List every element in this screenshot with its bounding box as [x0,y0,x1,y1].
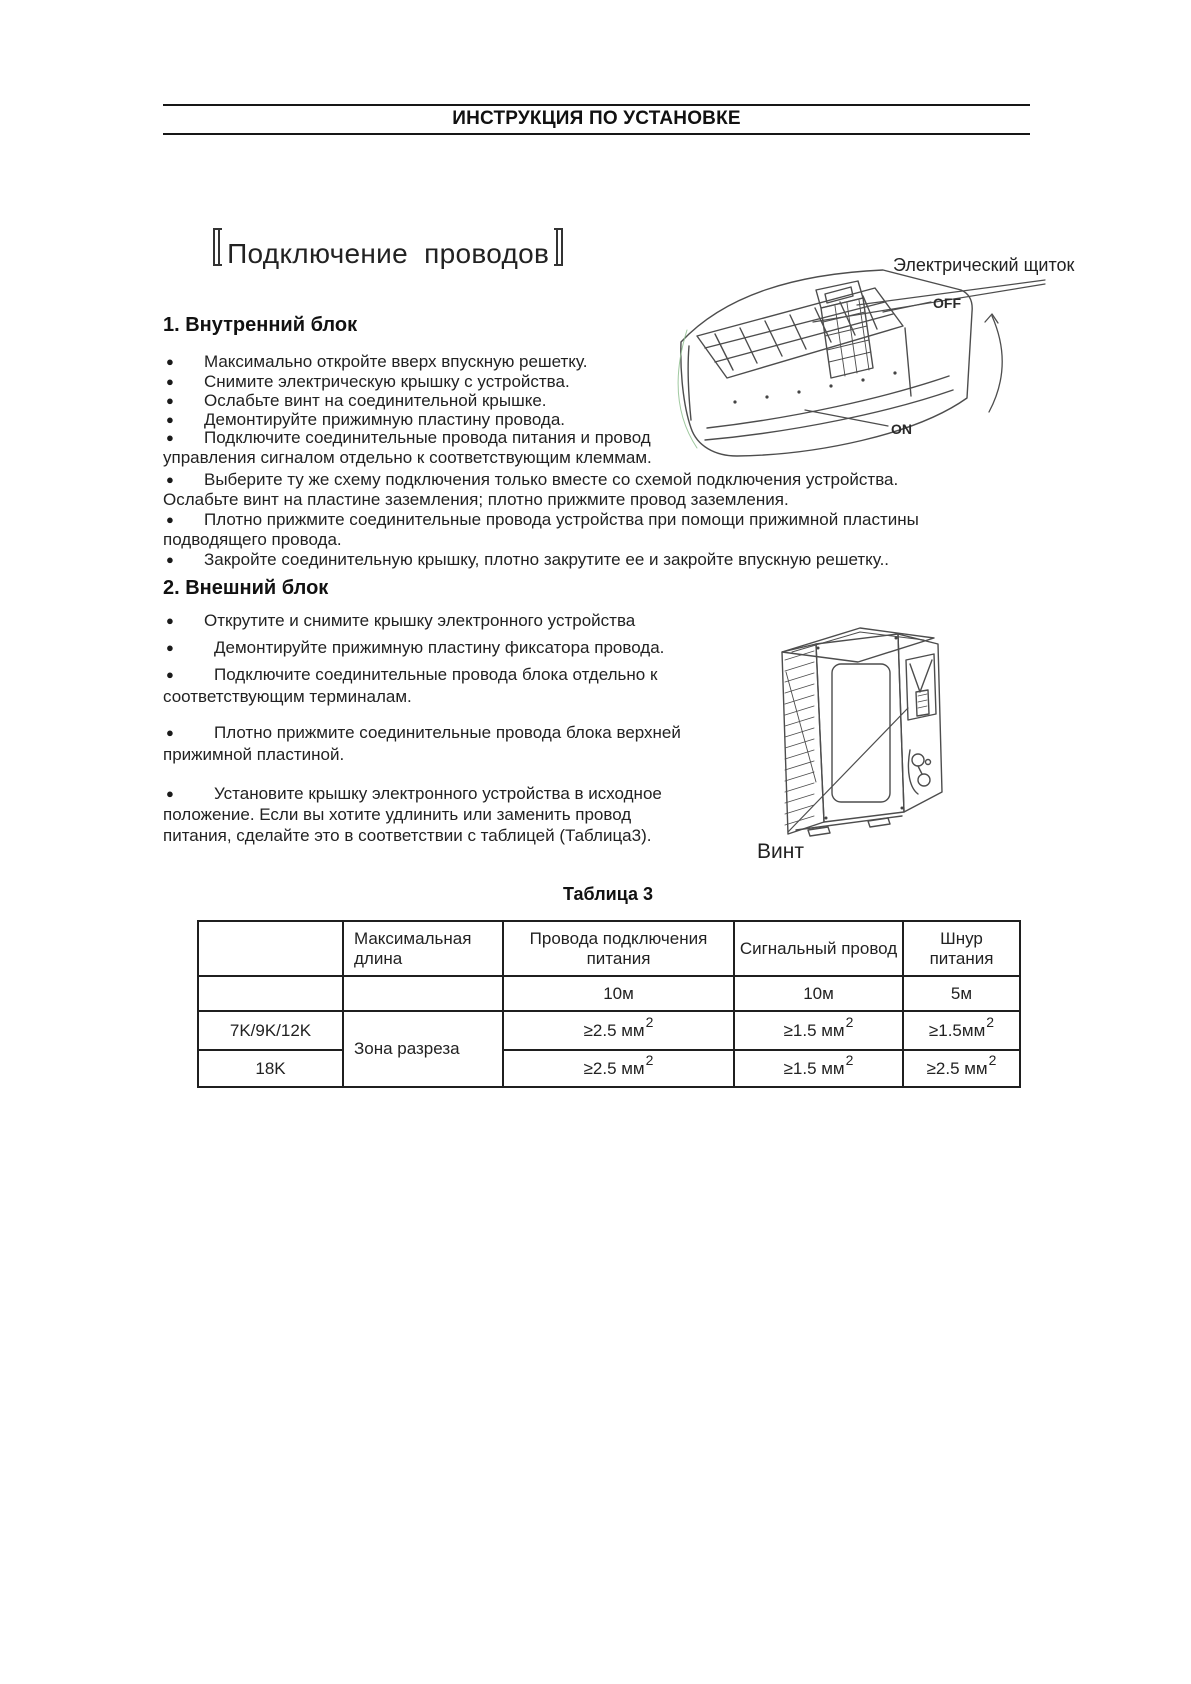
list-line: соответствующим терминалам. [163,687,412,706]
bullet-icon: ● [166,552,174,567]
outdoor-front-face [816,634,904,822]
table-caption: Таблица 3 [562,884,654,904]
list-item [166,549,889,570]
table-row [198,976,1020,1011]
list-item [166,637,664,658]
list-line: Подключите соединительные провода блока отдельно к [214,665,658,684]
list-item [166,509,919,530]
list-item [166,722,681,743]
list-line: Закройте соединительную крышку, плотно закрутите ее и закройте впускную решетку.. [204,550,890,569]
list-line: Ослабьте винт на пластине заземления; плотно прижмите провод заземления. [163,490,789,509]
bullet-icon: ● [166,393,174,408]
table-row [198,921,1020,976]
bullet-icon: ● [166,354,174,369]
title-bracket-close-icon [554,228,563,266]
table-row [198,1011,1020,1050]
value-cell: ≥2.5 $мм^2$ [503,1050,734,1087]
model-cell: 18K [198,1050,343,1087]
indoor-unit-figure [645,250,1065,468]
table-cell [198,976,343,1011]
value-cell: $\ge 1.5мм^2$ [903,1011,1020,1050]
outdoor-panel-outline [832,664,890,802]
electrical-box-callout: Электрический щиток [893,255,1075,275]
on-label: ON [891,421,912,437]
value-cell: ≥2.5 $мм^2$ [503,1011,734,1050]
value-cell: ≥2.5 $мм^2$ [903,1050,1020,1087]
bullet-icon: ● [166,472,174,487]
list-line: Открутите и снимите крышку электронного устройства [204,611,636,630]
off-label: OFF [933,295,961,311]
bullet-icon: ● [166,430,174,445]
value-cell: ≥1.5 $мм^2$ [734,1050,903,1087]
length-signal-cell: 10м [734,976,903,1011]
section1-heading: 1. Внутренний блок [163,314,358,336]
screw-callout: Винт [757,840,804,863]
list-line: Выберите ту же схему подключения только вместе со схемой подключения устройства. [204,470,899,489]
list-item [166,664,657,685]
list-line: прижимной пластиной. [163,745,345,764]
list-line: управления сигналом отдельно к соответствующим клеммам. [163,448,652,467]
terminal-cover-icon [906,654,936,720]
rotate-arrow-icon [985,314,1002,412]
list-line: Ослабьте винт на соединительной крышке. [204,391,547,410]
list-line: Плотно прижмите соединительные провода устройства при помощи прижимной пластины [204,510,919,529]
list-item [166,469,898,490]
col-header-cord: Шнур питания [903,921,1020,976]
bullet-icon: ● [166,786,174,801]
value-cell: ≥1.5 $мм^2$ [734,1011,903,1050]
bullet-icon: ● [166,613,174,628]
list-item [166,371,570,392]
list-line: положение. Если вы хотите удлинить или заменить провод [163,805,632,824]
title-bracket-open-icon [213,228,222,266]
length-power-cell: 10м [503,976,734,1011]
length-cord-cell: 5м [903,976,1020,1011]
table-cell [343,976,503,1011]
valve-assembly-icon [908,750,930,794]
list-line: Плотно прижмите соединительные провода блока верхней [214,723,681,742]
list-line: питания, сделайте это в соответствии с таблицей (Таблица3). [163,826,652,845]
list-line: Установите крышку электронного устройства в исходное [214,784,662,803]
bullet-icon: ● [166,374,174,389]
page-title: Подключение проводов [227,238,550,269]
table-row [198,1050,1020,1087]
zone-cell: Зона разреза [343,1011,503,1087]
list-item [166,351,587,372]
list-line: Демонтируйте прижимную пластину провода. [204,410,565,429]
section2-heading: 2. Внешний блок [163,577,329,599]
list-line: подводящего провода. [163,530,342,549]
bullet-icon: ● [166,640,174,655]
bullet-icon: ● [166,512,174,527]
col-header-signal: Сигнальный провод [734,921,903,976]
list-line: Подключите соединительные провода питания и провод [204,428,651,447]
doc-title [182,196,563,305]
bullet-icon: ● [166,725,174,740]
page-header-title: ИНСТРУКЦИЯ ПО УСТАНОВКЕ [452,108,741,129]
header-rule-bottom [163,133,1030,135]
list-line: Демонтируйте прижимную пластину фиксатора провода. [214,638,665,657]
table-cell [198,921,343,976]
list-item [166,427,651,448]
col-header-max-length: Максимальная длина [343,921,503,976]
list-item [166,390,547,411]
bullet-icon: ● [166,667,174,682]
model-cell: 7K/9K/12K [198,1011,343,1050]
list-item [166,610,635,631]
col-header-power-conn: Провода подключения питания [503,921,734,976]
outdoor-unit-figure [752,612,967,840]
list-line: Снимите электрическую крышку с устройства. [204,372,570,391]
list-line: Максимально откройте вверх впускную решетку. [204,352,588,371]
spec-table [197,920,1021,1088]
list-item [166,783,662,804]
bullet-icon: ● [166,412,174,427]
